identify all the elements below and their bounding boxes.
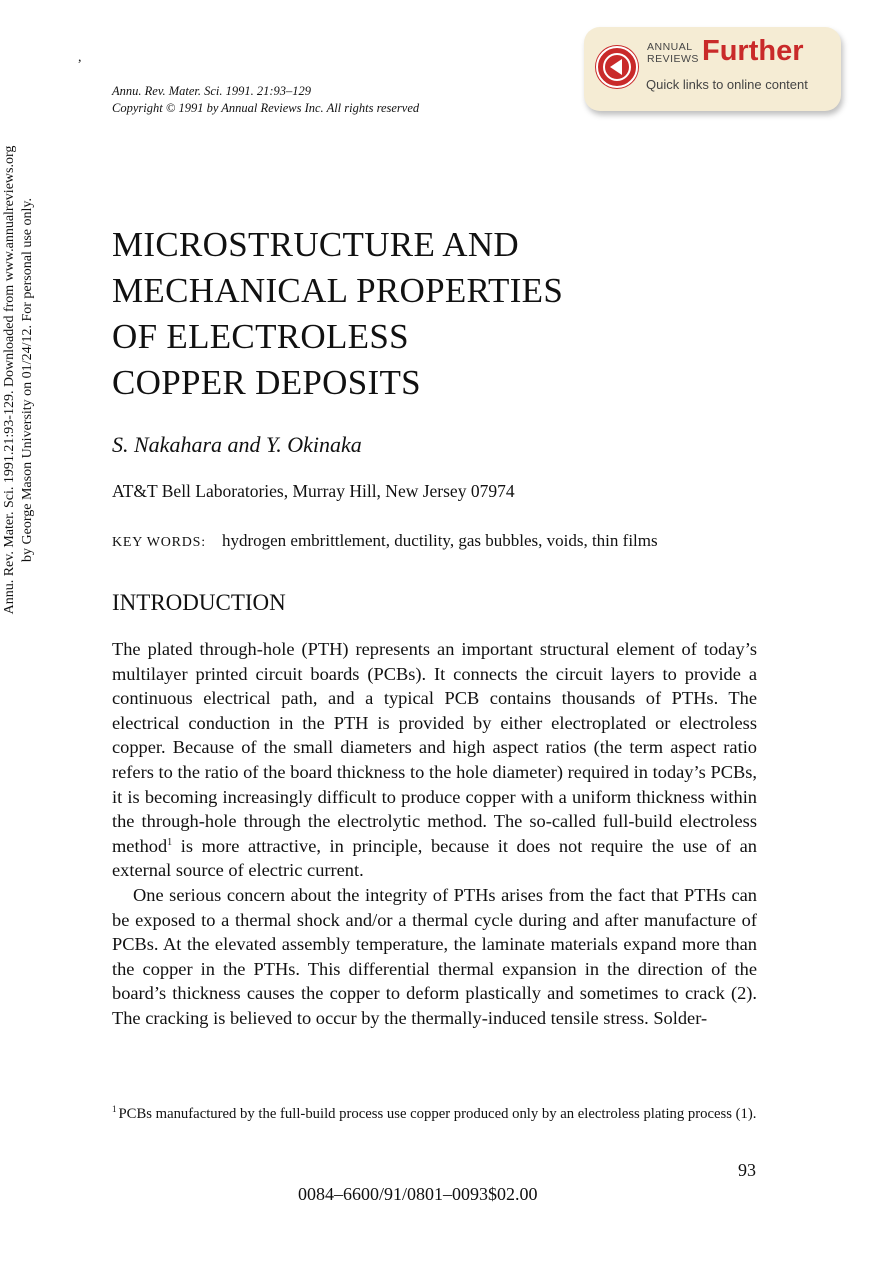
article-title [112, 222, 563, 406]
download-notice-line-2: by George Mason University on 01/24/12. For personal use only. [19, 198, 35, 562]
footnote-text: PCBs manufactured by the full-build process use copper produced only by an electroless plating process (1). [118, 1106, 757, 1122]
journal-reference: Annu. Rev. Mater. Sci. 1991. 21:93–129 [112, 84, 312, 98]
title-line: OF ELECTROLESS [112, 317, 409, 356]
annual-reviews-wordmark: ANNUAL REVIEWS [647, 41, 699, 65]
download-notice-line-1: Annu. Rev. Mater. Sci. 1991.21:93-129. Downloaded from www.annualreviews.org [2, 145, 17, 615]
journal-citation [112, 83, 419, 117]
keywords [112, 531, 658, 551]
footnote [112, 1104, 757, 1126]
further-subtitle: Quick links to online content [646, 77, 808, 92]
section-heading: INTRODUCTION [112, 590, 286, 615]
stray-mark: , [78, 50, 82, 65]
body-text [112, 637, 757, 1031]
keywords-text: hydrogen embrittlement, ductility, gas bubbles, voids, thin films [221, 531, 658, 550]
affiliation: AT&T Bell Laboratories, Murray Hill, New Jersey 07974 [112, 481, 515, 501]
play-back-arrow-icon [596, 46, 638, 88]
title-line: MECHANICAL PROPERTIES [112, 271, 564, 310]
page-number: 93 [738, 1160, 756, 1180]
paragraph: One serious concern about the integrity of PTHs arises from the fact that PTHs can be exposed to a thermal shock and/or a thermal cycle during and after manufacture of PCBs. At the elevated assembly temperature, the laminate materials expand more than the copper in the PTHs. This differential thermal expansion in the direction of the board’s thickness causes the copper to deform plastically and sometimes to crack (2). The cracking is believed to occur by the thermally-induced tensile stress. Solder- [112, 884, 757, 1028]
further-label: Further [702, 35, 804, 67]
authors: S. Nakahara and Y. Okinaka [112, 432, 362, 457]
title-line: COPPER DEPOSITS [112, 363, 421, 402]
copyright-notice: Copyright © 1991 by Annual Reviews Inc. All rights reserved [112, 101, 420, 115]
download-notice [1, 0, 36, 920]
article-code: 0084–6600/91/0801–0093$02.00 [298, 1184, 538, 1204]
footnote-reference: 1 [167, 836, 173, 848]
footnote-mark: 1 [112, 1104, 117, 1114]
paragraph: The plated through-hole (PTH) represents an important structural element of today’s multilayer printed circuit boards (PCBs). It connects the circuit layers to provide a continuous electrical path, and a typical PCB contains thousands of PTHs. The electrical conduction in the PTH is provided by either electroplated or electroless copper. Because of the small diameters and high aspect ratios (the term aspect ratio refers to the ratio of the board thickness to the hole diameter) required in today’s PCBs, it is becoming increasingly difficult to produce copper with a uniform thickness within the through-hole through the electrolytic method. The so-called full-build electroless method$^1$ is more attractive, in principle, because it does not require the use of an external source of electric current. [112, 639, 757, 881]
further-badge[interactable] [584, 27, 841, 111]
keywords-label: KEY WORDS: [112, 535, 206, 550]
title-line: MICROSTRUCTURE AND [112, 225, 519, 264]
